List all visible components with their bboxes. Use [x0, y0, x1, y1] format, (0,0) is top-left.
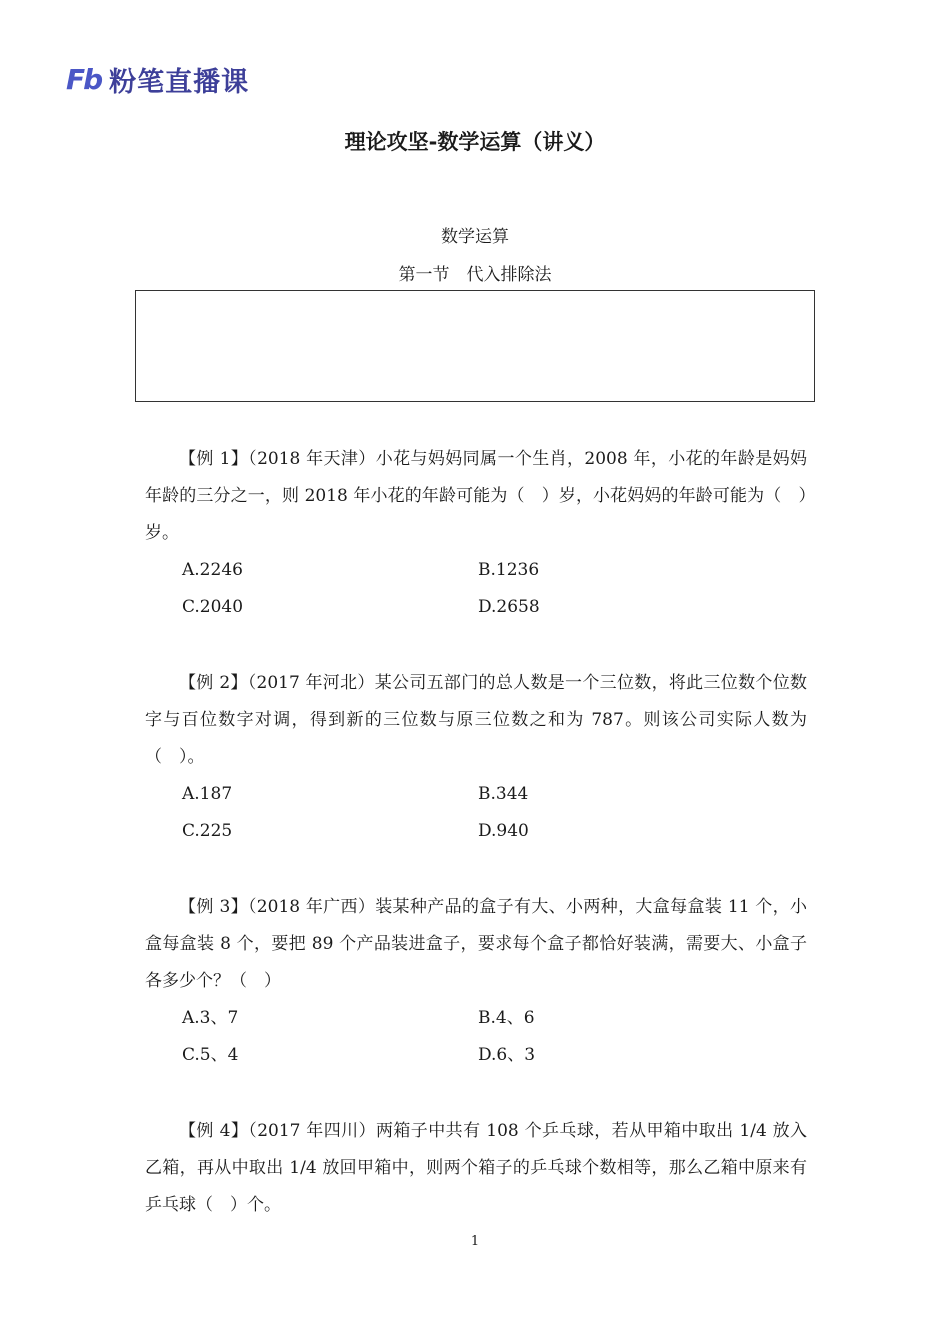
problem-stem: 【例 1】（2018 年天津）小花与妈妈同属一个生肖，2008 年，小花的年龄是妈妈年龄的三分之一，则 2018 年小花的年龄可能为（ ）岁，小花妈妈的年龄可能为（ ）岁。	[145, 449, 807, 543]
section-name: 数学运算	[441, 227, 509, 247]
option-d: D.940	[478, 821, 529, 841]
page-number: 1	[470, 1234, 480, 1249]
logo-text: 粉笔直播课	[109, 66, 250, 98]
option-a: A.3、7	[182, 1008, 239, 1028]
options	[145, 552, 807, 626]
option-d: D.6、3	[478, 1045, 536, 1065]
option-a: A.2246	[182, 560, 243, 580]
option-c: C.225	[182, 821, 233, 841]
options	[145, 776, 807, 850]
document-title: 理论攻坚-数学运算（讲义）	[344, 130, 606, 154]
option-b: B.344	[478, 784, 529, 804]
problem-1	[145, 441, 807, 626]
problem-stem: 【例 4】（2017 年四川）两箱子中共有 108 个乒乓球，若从甲箱中取出 1/4 放入乙箱，再从中取出 1/4 放回甲箱中，则两个箱子的乒乓球个数相等，那么乙箱中原来有乒乓球（ ）个。	[145, 1121, 807, 1215]
problem-3	[145, 889, 807, 1074]
option-b: B.1236	[478, 560, 540, 580]
problem-stem: 【例 3】（2018 年广西）装某种产品的盒子有大、小两种，大盒每盒装 11 个，小盒每盒装 8 个，要把 89 个产品装进盒子，要求每个盒子都恰好装满，需要大、小盒子各多少个？（ ）	[145, 897, 807, 991]
option-b: B.4、6	[478, 1008, 535, 1028]
problem-stem: 【例 2】（2017 年河北）某公司五部门的总人数是一个三位数，将此三位数个位数字与百位数字对调，得到新的三位数与原三位数之和为 787。则该公司实际人数为（ ）。	[145, 673, 807, 767]
problem-4	[145, 1113, 807, 1224]
option-c: C.2040	[182, 597, 244, 617]
chapter-title: 第一节 代入排除法	[398, 265, 552, 285]
options	[145, 1000, 807, 1074]
option-c: C.5、4	[182, 1045, 239, 1065]
problem-2	[145, 665, 807, 850]
notes-box	[135, 290, 815, 402]
logo-mark: Fb	[66, 62, 102, 96]
option-d: D.2658	[478, 597, 540, 617]
option-a: A.187	[182, 784, 233, 804]
brand-logo	[66, 62, 249, 96]
